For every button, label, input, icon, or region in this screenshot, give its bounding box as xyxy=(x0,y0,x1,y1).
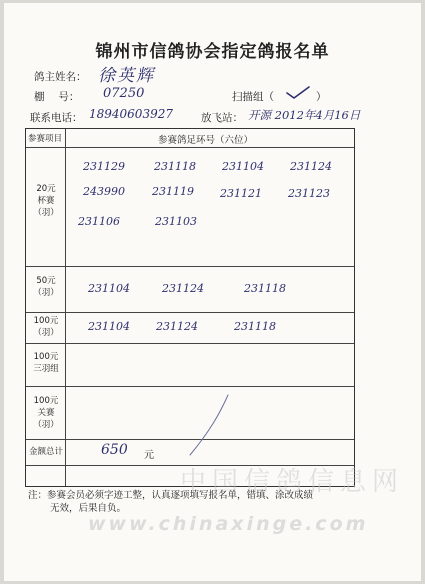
owner-name-label: 鸽主姓名： xyxy=(34,71,87,83)
table-header-divider xyxy=(26,147,354,148)
loft-number-label: 棚 号： xyxy=(34,91,80,103)
category-label-final: 100元 关赛 （羽） xyxy=(33,396,59,430)
cancel-stroke xyxy=(176,391,236,461)
ring-number: 231121 xyxy=(220,187,262,200)
total-amount: 650 xyxy=(101,442,128,458)
release-station-value: 开源 2012年4月16日 xyxy=(248,108,361,122)
category-label-total: 金额总计 xyxy=(28,447,63,457)
ring-number: 231129 xyxy=(83,160,125,173)
table-row-divider xyxy=(26,266,354,267)
event-column-header: 参赛项目 xyxy=(28,134,63,144)
total-unit: 元 xyxy=(144,450,154,461)
scan-group-label: 扫描组（ xyxy=(232,91,274,103)
registration-form-sheet xyxy=(4,3,421,581)
watermark-text: 中国信鸽信息网 xyxy=(180,467,405,497)
form-note xyxy=(28,489,358,515)
category-label-100: 100元 （羽） xyxy=(33,316,59,338)
table-row-divider xyxy=(26,312,354,313)
ring-number: 231104 xyxy=(88,282,130,295)
ring-number: 231104 xyxy=(222,160,264,173)
ring-number: 231118 xyxy=(154,160,196,173)
ring-number: 231119 xyxy=(152,185,194,198)
category-label-cup: 20元 杯赛 （羽） xyxy=(33,184,59,218)
watermark-url: www.chinaxinge.com xyxy=(88,513,369,535)
ring-number: 231106 xyxy=(78,215,120,228)
checkmark-icon xyxy=(284,85,312,101)
table-row-divider xyxy=(26,386,354,387)
phone-label: 联系电话： xyxy=(30,112,83,124)
ring-number: 231124 xyxy=(290,160,332,173)
ring-number: 231103 xyxy=(155,215,197,228)
category-label-three-bird: 100元 三羽组 xyxy=(33,352,59,374)
ring-number: 231104 xyxy=(88,320,130,333)
ring-number: 231118 xyxy=(244,282,286,295)
ring-number: 231118 xyxy=(234,320,276,333)
ring-number: 231124 xyxy=(156,320,198,333)
owner-name-value: 徐英辉 xyxy=(98,66,155,86)
ring-number: 231124 xyxy=(162,282,204,295)
note-line-1: 注：参赛会员必须字迹工整，认真逐项填写报名单，错填、涂改成绩 xyxy=(28,490,314,501)
entry-table xyxy=(25,128,355,487)
ring-number: 243990 xyxy=(83,185,125,198)
phone-value: 18940603927 xyxy=(89,107,173,121)
ring-number: 231123 xyxy=(288,187,330,200)
note-line-2: 无效，后果自负。 xyxy=(50,503,127,514)
table-row-divider xyxy=(26,343,354,344)
form-title: 锦州市信鸽协会指定鸽报名单 xyxy=(95,42,330,62)
category-label-50: 50元 （羽） xyxy=(33,276,59,298)
ring-column-header: 参赛鸽足环号（六位） xyxy=(158,135,254,146)
scan-group-close: ） xyxy=(316,91,327,103)
loft-number-value: 07250 xyxy=(103,86,145,101)
release-station-label: 放飞站： xyxy=(201,112,243,124)
